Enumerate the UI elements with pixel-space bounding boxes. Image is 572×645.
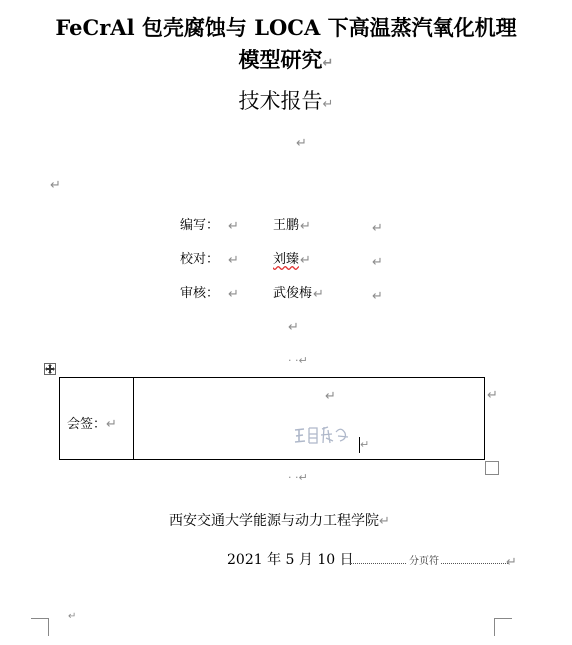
paragraph-mark: ↵	[300, 219, 311, 234]
paragraph-dots-mark	[288, 472, 308, 483]
cell-mark: ↵	[372, 221, 383, 236]
date-text: 2021 年 5 月 10 日	[227, 552, 354, 568]
cell-mark: ↵	[372, 255, 383, 270]
subtitle-text: 技术报告	[238, 89, 323, 113]
title-text-1: FeCrAl 包壳腐蚀与 LOCA 下高温蒸汽氧化机理	[55, 15, 517, 40]
cell-mark: ↵	[228, 219, 239, 234]
paragraph-mark: ↵	[322, 97, 334, 112]
institution-text: 西安交通大学能源与动力工程学院	[169, 513, 379, 529]
cell-mark: ↵	[372, 289, 383, 304]
cell-mark: ↵	[106, 417, 117, 432]
paragraph-mark: ↵	[296, 136, 307, 151]
author-label: 编写：	[180, 218, 220, 233]
paragraph-mark: ↵	[360, 438, 370, 451]
page-corner-mark-right	[494, 618, 512, 636]
document-subtitle	[0, 91, 572, 112]
dots-text: · ·	[288, 471, 299, 484]
document-title-line1	[0, 17, 572, 38]
countersign-table[interactable]	[59, 377, 485, 460]
dots-text: · ·	[288, 354, 299, 367]
table-move-handle-icon[interactable]	[44, 363, 56, 375]
paragraph-mark: ↵	[325, 389, 336, 404]
signoff-row-proofreader	[180, 253, 400, 269]
paragraph-mark: ↵	[288, 320, 299, 335]
date-line	[227, 553, 354, 567]
signoff-row-author	[180, 219, 400, 235]
reviewer-label: 审核：	[180, 286, 220, 301]
cell-mark: ↵	[228, 253, 239, 268]
paragraph-mark: ↵	[322, 56, 334, 71]
paragraph-mark: ↵	[50, 178, 61, 193]
page-corner-mark-left	[31, 618, 49, 636]
cell-mark: ↵	[228, 287, 239, 302]
countersign-label-cell[interactable]	[67, 413, 117, 432]
paragraph-mark: ↵	[379, 514, 390, 529]
title-text-2: 模型研究	[238, 47, 323, 72]
row-end-mark: ↵	[487, 388, 498, 403]
institution-line	[169, 514, 390, 528]
paragraph-mark: ↵	[298, 354, 308, 367]
signoff-row-reviewer	[180, 287, 400, 303]
paragraph-mark: ↵	[300, 253, 311, 268]
table-column-divider	[133, 378, 134, 459]
paragraph-mark: ↵	[298, 471, 308, 484]
countersign-label: 会签：	[67, 417, 107, 432]
author-name: 王鹏	[273, 218, 300, 233]
paragraph-mark: ↵	[68, 611, 77, 622]
page-break-label: 分页符	[409, 556, 439, 567]
proofreader-name: 刘臻	[273, 252, 300, 267]
signature-image[interactable]	[292, 424, 352, 446]
table-resize-handle-icon[interactable]	[485, 461, 499, 475]
paragraph-dots-mark	[288, 355, 308, 366]
paragraph-mark: ↵	[313, 287, 324, 302]
document-title-line2	[0, 49, 572, 70]
paragraph-mark: ↵	[506, 555, 517, 570]
proofreader-label: 校对：	[180, 252, 220, 267]
reviewer-name: 武俊梅	[273, 286, 313, 301]
